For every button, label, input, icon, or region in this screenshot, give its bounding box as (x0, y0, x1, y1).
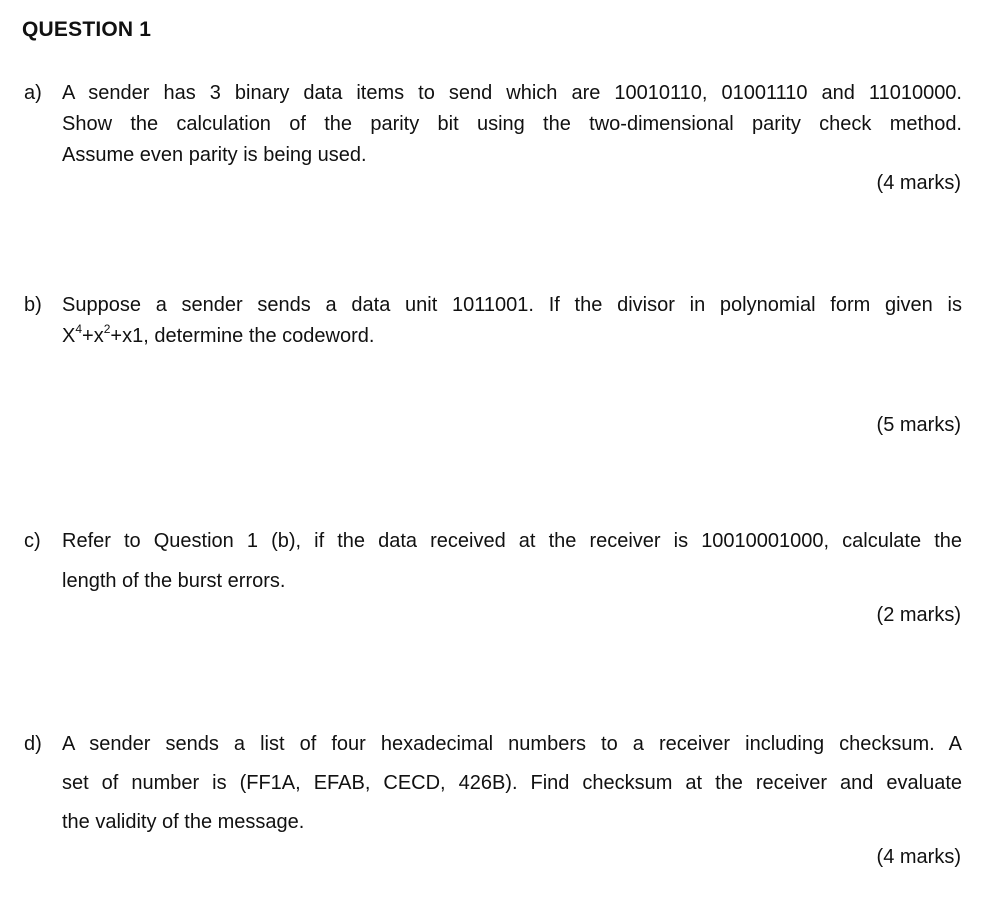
question-c-text (62, 521, 962, 601)
question-a-line-2: Show the calculation of the parity bit using the two-dimensional parity check method. (62, 113, 962, 135)
question-a-line-1: A sender has 3 binary data items to send which are 10010110, 01001110 and 11010000. (62, 82, 962, 104)
question-d-line-2: set of number is (FF1A, EFAB, CECD, 426B). Find checksum at the receiver and evaluate (62, 772, 962, 794)
question-a-text (62, 78, 962, 171)
question-c-line-2: length of the burst errors. (62, 570, 286, 592)
question-c-label: c) (24, 530, 41, 552)
question-a-marks: (4 marks) (876, 172, 961, 194)
question-heading: QUESTION 1 (22, 18, 152, 41)
question-b-marks: (5 marks) (876, 414, 961, 436)
formula-base: X (62, 325, 76, 347)
formula-middle: +x (82, 325, 104, 347)
question-c-line-1: Refer to Question 1 (b), if the data received at the receiver is 10010001000, calculate the (62, 530, 962, 552)
question-d-line-3: the validity of the message. (62, 811, 305, 833)
question-d-text (62, 725, 962, 842)
question-d-line-1: A sender sends a list of four hexadecimal numbers to a receiver including checksum. A (62, 733, 962, 755)
formula-tail: +x1, determine the codeword. (110, 325, 375, 347)
question-c-marks: (2 marks) (876, 604, 961, 626)
question-b-text (62, 290, 962, 352)
formula-exponent-1: 4 (75, 322, 83, 337)
question-b-line-1: Suppose a sender sends a data unit 1011001. If the divisor in polynomial form given is (62, 294, 962, 316)
question-b-formula-line (62, 321, 962, 352)
question-d-marks: (4 marks) (876, 846, 961, 868)
question-a-line-3: Assume even parity is being used. (62, 144, 367, 166)
formula-exponent-2: 2 (103, 322, 111, 337)
question-a-label: a) (24, 82, 42, 104)
question-d-label: d) (24, 733, 42, 755)
question-b-label: b) (24, 294, 42, 316)
